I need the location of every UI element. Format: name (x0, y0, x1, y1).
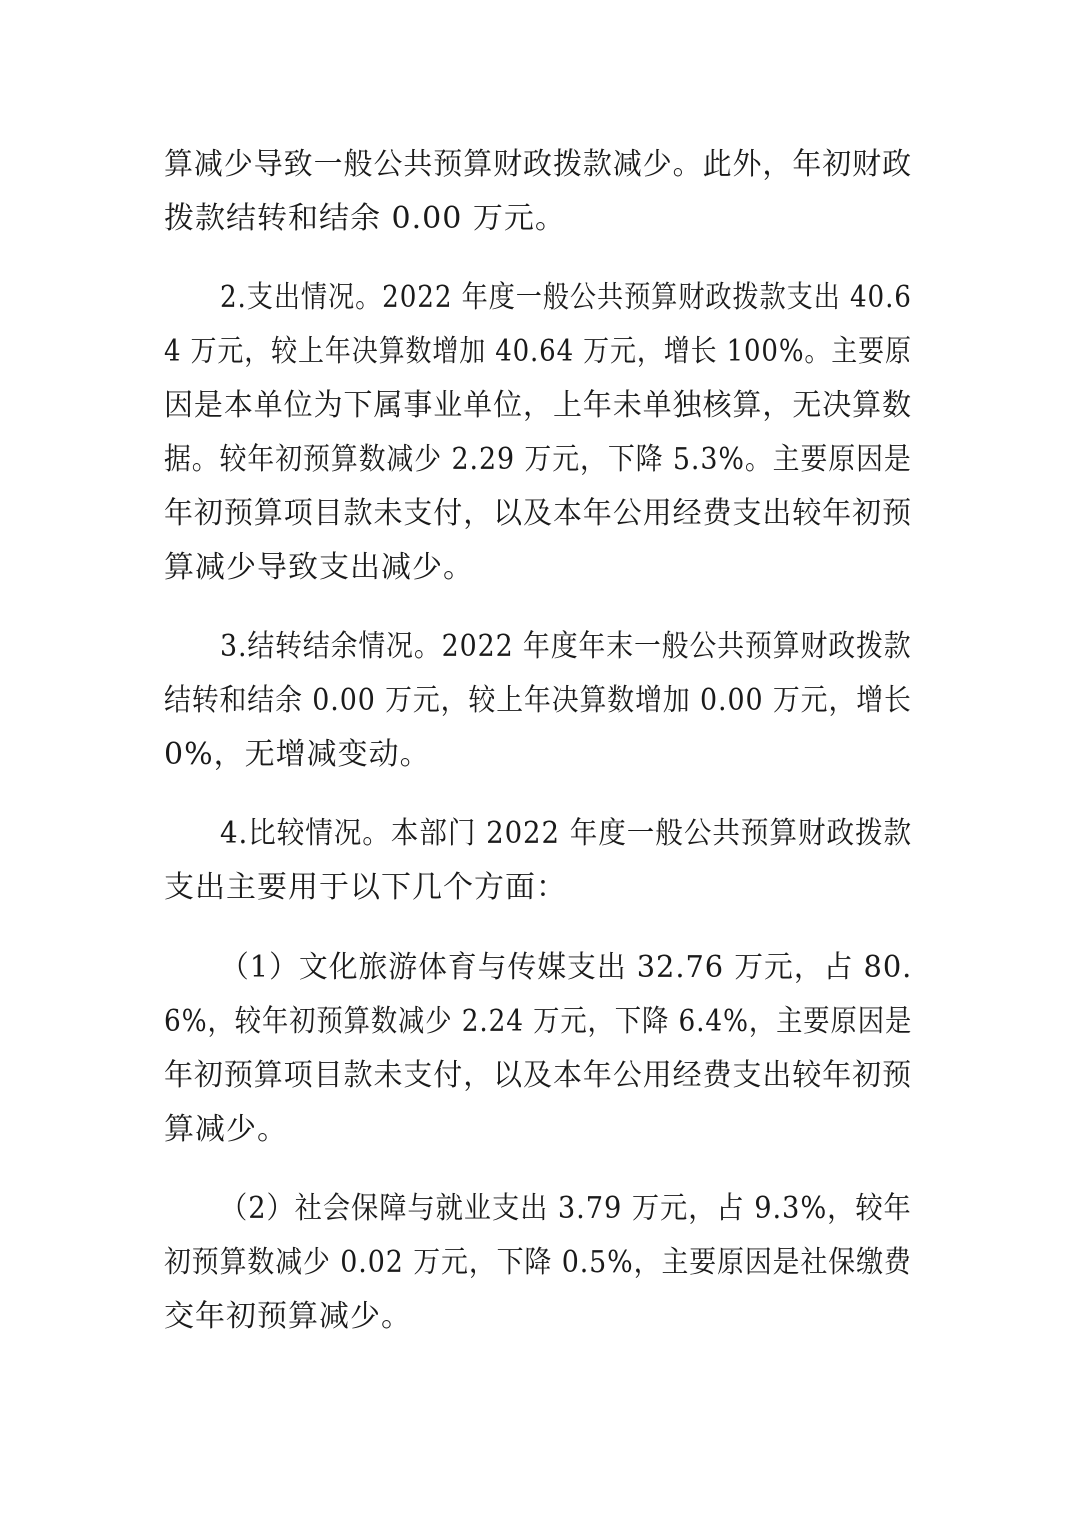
text-line: 初预算数减少 0.02 万元，下降 0.5%，主要原因是社保缴费 (164, 1245, 912, 1280)
text-line: 年初预算项目款未支付，以及本年公用经费支出较年初预 (164, 1058, 913, 1093)
text-line: 算减少。 (164, 1112, 288, 1147)
text-line: 0%，无增减变动。 (164, 737, 431, 772)
text-line: 据。较年初预算数减少 2.29 万元，下降 5.3%。主要原因是 (164, 442, 912, 477)
text-line: 算减少导致一般公共预算财政拨款减少。此外，年初财政 (164, 147, 913, 182)
text-line: 年初预算项目款未支付，以及本年公用经费支出较年初预 (164, 496, 913, 531)
text-line: 4 万元，较上年决算数增加 40.64 万元，增长 100%。主要原 (164, 334, 912, 369)
text-line: 支出主要用于以下几个方面： (164, 870, 567, 905)
text-line: 算减少导致支出减少。 (164, 550, 474, 585)
text-line: 6%，较年初预算数减少 2.24 万元，下降 6.4%，主要原因是 (164, 1004, 913, 1039)
text-line: 3.结转结余情况。2022 年度年末一般公共预算财政拨款 (220, 629, 912, 664)
text-line: 4.比较情况。本部门 2022 年度一般公共预算财政拨款 (220, 816, 913, 851)
text-line: 交年初预算减少。 (164, 1299, 412, 1334)
text-line: 拨款结转和结余 0.00 万元。 (164, 201, 566, 236)
text-line: （2）社会保障与就业支出 3.79 万元，占 9.3%，较年 (220, 1191, 912, 1226)
text-line: 因是本单位为下属事业单位，上年未单独核算，无决算数 (164, 388, 913, 423)
text-line: 2.支出情况。2022 年度一般公共预算财政拨款支出 40.6 (220, 280, 912, 315)
text-line: （1）文化旅游体育与传媒支出 32.76 万元，占 80. (220, 950, 913, 985)
text-line: 结转和结余 0.00 万元，较上年决算数增加 0.00 万元，增长 (164, 683, 912, 718)
